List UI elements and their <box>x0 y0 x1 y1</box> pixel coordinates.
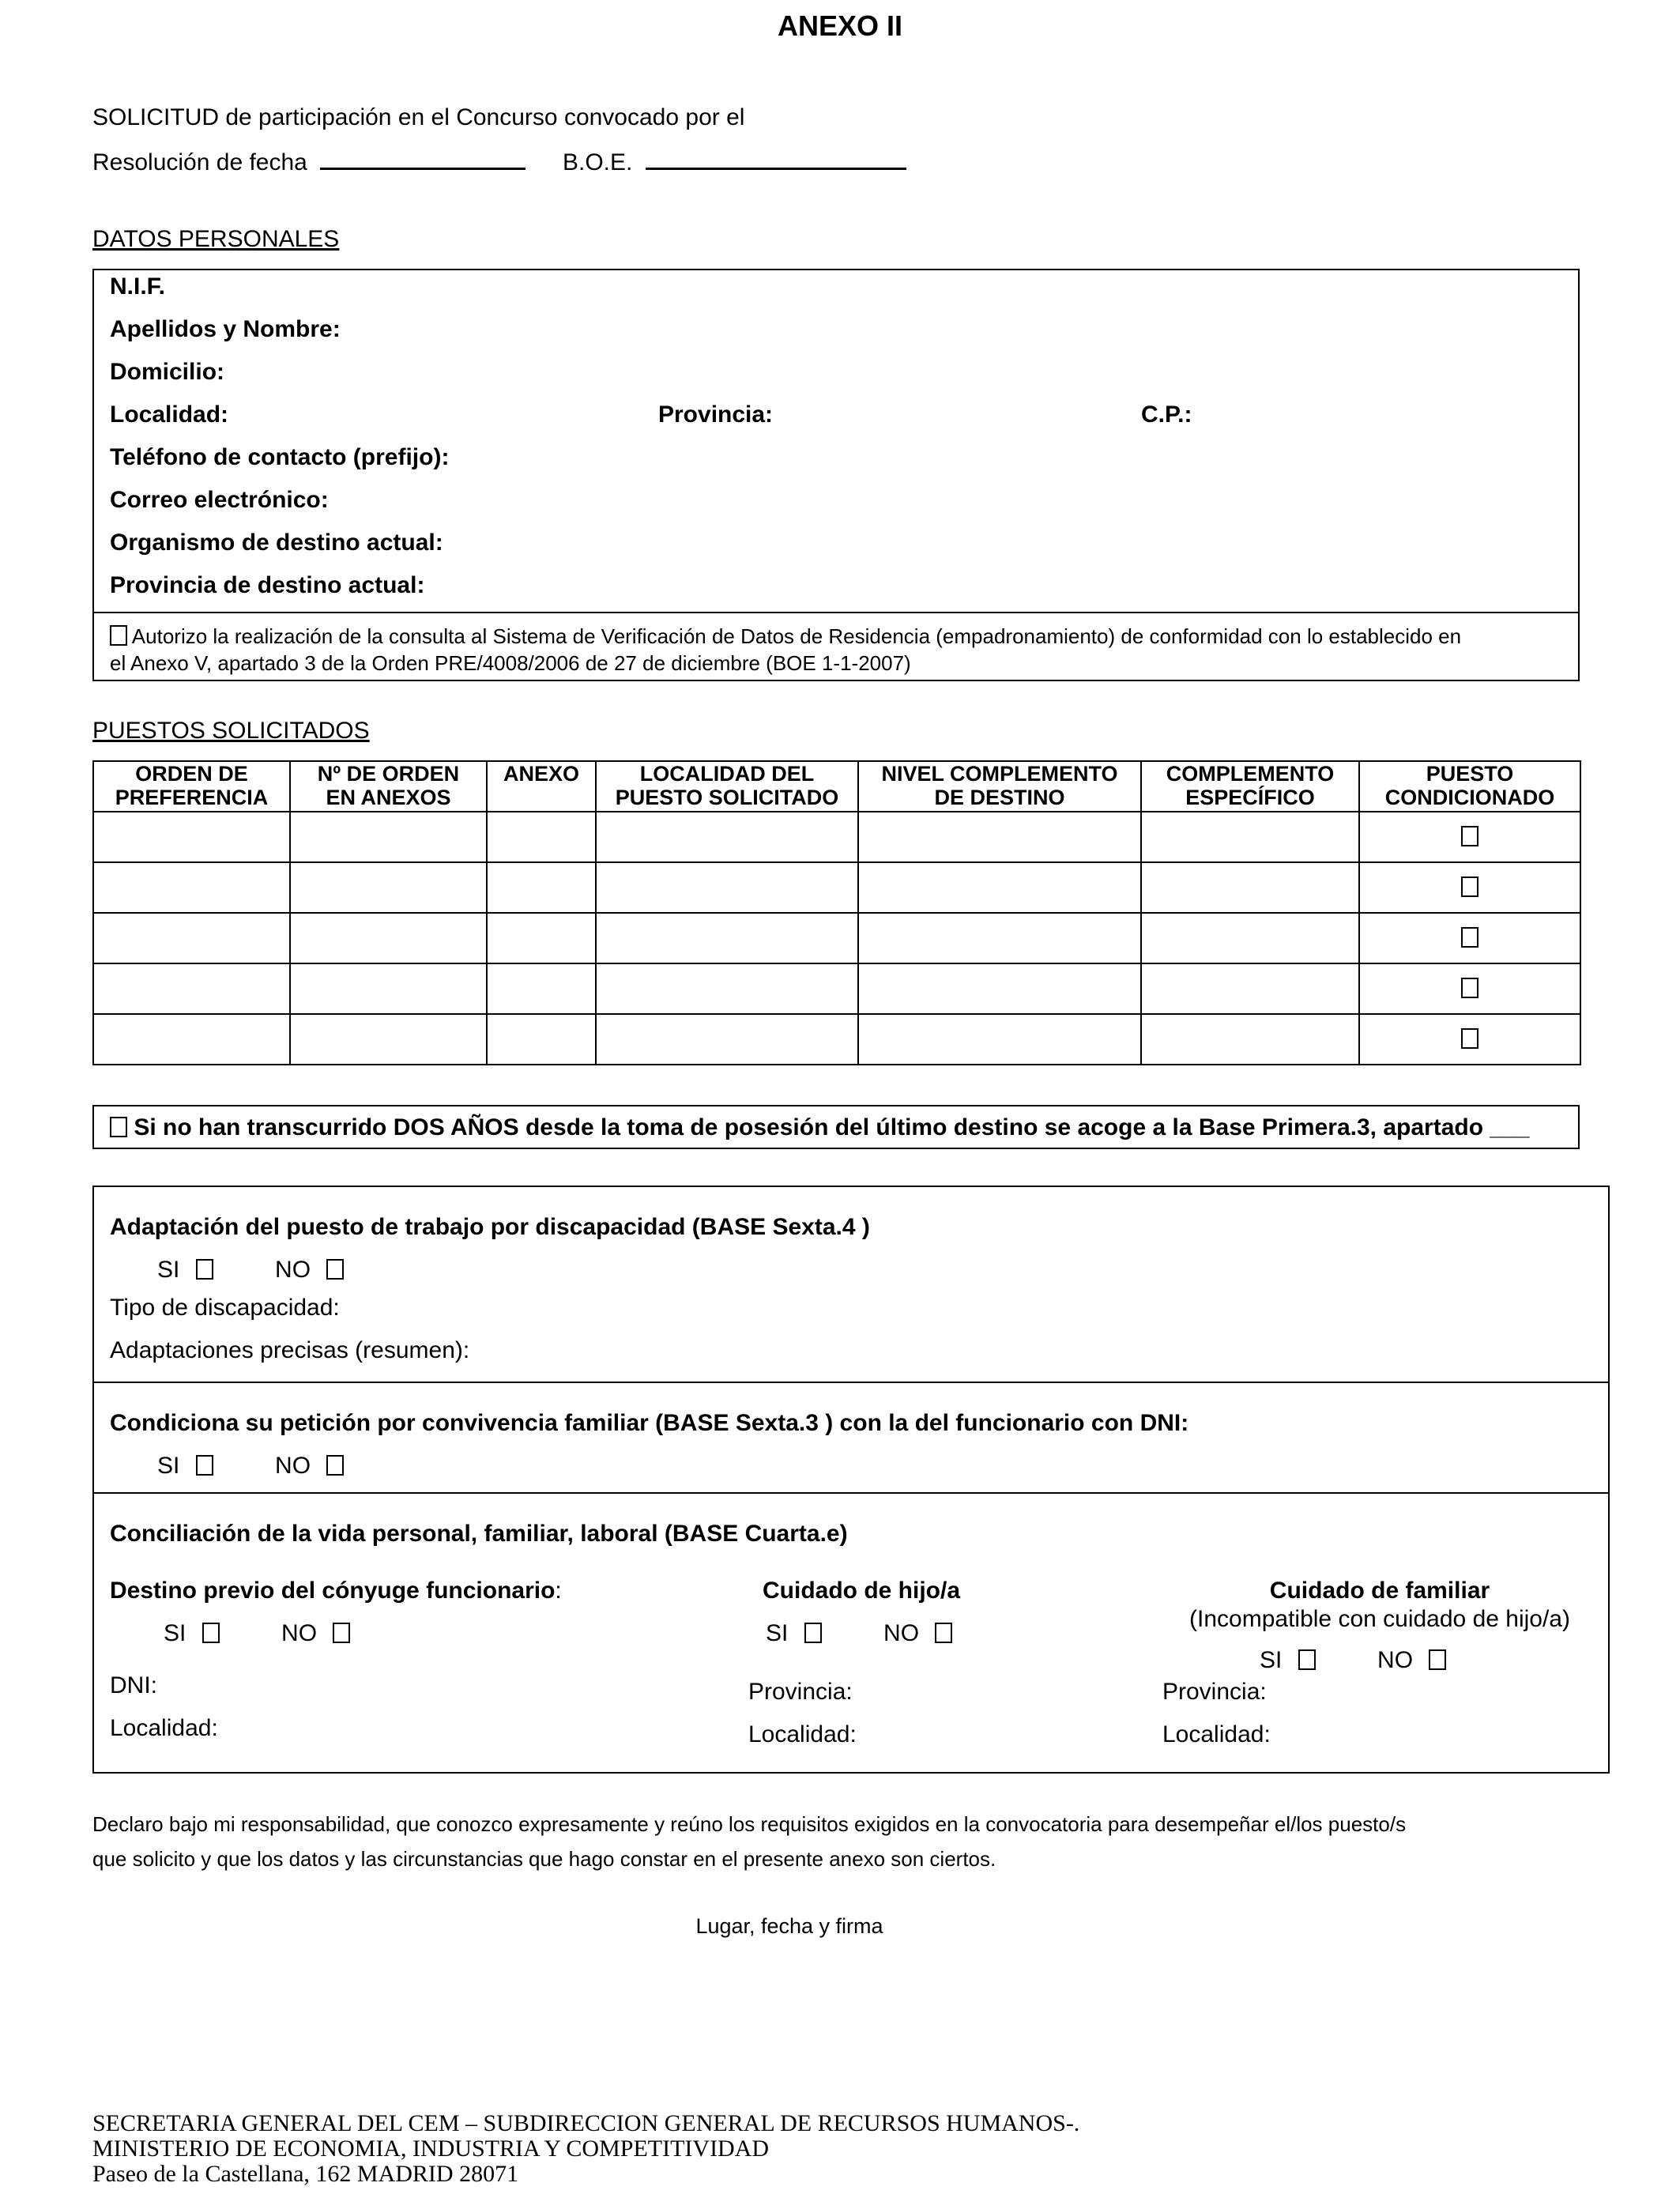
divider <box>94 612 1578 613</box>
condiciona-si-checkbox[interactable] <box>196 1455 213 1476</box>
footer-line3: Paseo de la Castellana, 162 MADRID 28071 <box>92 2161 519 2187</box>
col-orden-preferencia: ORDEN DE PREFERENCIA <box>93 761 290 812</box>
correo-label: Correo electrónico: <box>110 487 329 513</box>
col-anexo: ANEXO <box>487 761 596 812</box>
circunstancias-box <box>92 1186 1610 1774</box>
table-row <box>93 913 1580 963</box>
col-complemento-especifico: COMPLEMENTO ESPECÍFICO <box>1141 761 1359 812</box>
boe-label: B.O.E. <box>563 149 633 175</box>
cell-condicionado <box>1359 1014 1580 1065</box>
cell-numero[interactable] <box>290 913 487 963</box>
dos-anos-text: Si no han transcurrido DOS AÑOS desde la toma de posesión del último destino se acoge a la Base Primera.3, apartado ___ <box>110 1114 1529 1141</box>
apellidos-label: Apellidos y Nombre: <box>110 316 341 342</box>
cell-nivel[interactable] <box>858 913 1141 963</box>
cell-complemento[interactable] <box>1141 963 1359 1014</box>
puestos-table <box>92 760 1581 1065</box>
adaptacion-si-no: SI NO <box>157 1257 344 1284</box>
localidad-label: Localidad: <box>110 401 229 428</box>
cell-anexo[interactable] <box>487 1014 596 1065</box>
telefono-label: Teléfono de contacto (prefijo): <box>110 444 450 470</box>
familiar-localidad-label: Localidad: <box>1162 1721 1271 1747</box>
resolucion-label: Resolución de fecha <box>92 149 307 175</box>
cell-numero[interactable] <box>290 1014 487 1065</box>
table-row <box>93 963 1580 1014</box>
condiciona-si-no: SI NO <box>157 1453 344 1480</box>
col-numero-orden: Nº DE ORDEN EN ANEXOS <box>290 761 487 812</box>
cell-nivel[interactable] <box>858 963 1141 1014</box>
hijo-si-no: SI NO <box>766 1620 952 1647</box>
familiar-note: (Incompatible con cuidado de hijo/a) <box>1189 1606 1570 1632</box>
cell-anexo[interactable] <box>487 812 596 862</box>
conciliacion-title: Conciliación de la vida personal, familiar, laboral (BASE Cuarta.e) <box>110 1521 848 1547</box>
conyuge-title: Destino previo del cónyuge funcionario: <box>110 1578 562 1604</box>
boe-field[interactable] <box>646 147 906 170</box>
adaptacion-no-checkbox[interactable] <box>326 1259 344 1280</box>
cell-localidad[interactable] <box>596 963 858 1014</box>
cell-complemento[interactable] <box>1141 1014 1359 1065</box>
hijo-localidad-label: Localidad: <box>748 1721 857 1747</box>
conyuge-si-checkbox[interactable] <box>202 1623 220 1643</box>
autorizo-text <box>110 623 1572 677</box>
cell-numero[interactable] <box>290 862 487 913</box>
col-localidad: LOCALIDAD DEL PUESTO SOLICITADO <box>596 761 858 812</box>
autorizo-line1: Autorizo la realización de la consulta al Sistema de Verificación de Datos de Residencia (empadronamiento) de conformidad con lo establecido en <box>131 624 1462 648</box>
cell-condicionado <box>1359 812 1580 862</box>
cell-localidad[interactable] <box>596 812 858 862</box>
cell-localidad[interactable] <box>596 862 858 913</box>
table-row <box>93 862 1580 913</box>
cell-anexo[interactable] <box>487 913 596 963</box>
puestos-heading: PUESTOS SOLICITADOS <box>92 718 370 744</box>
solicitud-intro: SOLICITUD de participación en el Concurso convocado por el <box>92 104 745 130</box>
hijo-no-checkbox[interactable] <box>935 1623 952 1643</box>
cell-condicionado <box>1359 913 1580 963</box>
adaptacion-title: Adaptación del puesto de trabajo por discapacidad (BASE Sexta.4 ) <box>110 1214 870 1240</box>
datos-personales-box <box>92 269 1580 681</box>
cp-label: C.P.: <box>1141 401 1192 428</box>
cell-orden[interactable] <box>93 1014 290 1065</box>
dos-anos-checkbox[interactable] <box>110 1117 127 1137</box>
hijo-provincia-label: Provincia: <box>748 1679 853 1705</box>
boe-row <box>563 147 906 176</box>
resolucion-fecha-field[interactable] <box>320 147 525 170</box>
hijo-title: Cuidado de hijo/a <box>763 1578 961 1604</box>
condicionado-checkbox[interactable] <box>1461 876 1478 897</box>
familiar-title: Cuidado de familiar <box>1269 1578 1490 1604</box>
page-title: ANEXO II <box>777 9 903 42</box>
familiar-no-checkbox[interactable] <box>1429 1649 1446 1670</box>
cell-condicionado <box>1359 862 1580 913</box>
condiciona-no-checkbox[interactable] <box>326 1455 344 1476</box>
adaptaciones-label: Adaptaciones precisas (resumen): <box>110 1337 470 1363</box>
cell-complemento[interactable] <box>1141 812 1359 862</box>
autorizo-line2: el Anexo V, apartado 3 de la Orden PRE/4008/2006 de 27 de diciembre (BOE 1-1-2007) <box>110 651 911 675</box>
divider <box>94 1382 1608 1383</box>
cell-localidad[interactable] <box>596 913 858 963</box>
condicionado-checkbox[interactable] <box>1461 1028 1478 1049</box>
provincia-destino-label: Provincia de destino actual: <box>110 572 425 598</box>
datos-personales-heading: DATOS PERSONALES <box>92 226 340 252</box>
cell-numero[interactable] <box>290 963 487 1014</box>
nif-label: N.I.F. <box>110 273 166 300</box>
table-row <box>93 812 1580 862</box>
footer-line2: MINISTERIO DE ECONOMIA, INDUSTRIA Y COMPETITIVIDAD <box>92 2136 770 2162</box>
autorizo-checkbox[interactable] <box>110 625 127 646</box>
puestos-header-row <box>93 761 1580 812</box>
cell-nivel[interactable] <box>858 862 1141 913</box>
condiciona-title: Condiciona su petición por convivencia familiar (BASE Sexta.3 ) con la del funcionario con DNI: <box>110 1410 1189 1436</box>
cell-orden[interactable] <box>93 812 290 862</box>
cell-nivel[interactable] <box>858 1014 1141 1065</box>
hijo-si-checkbox[interactable] <box>804 1623 822 1643</box>
provincia-label: Provincia: <box>658 401 774 428</box>
dos-anos-box <box>92 1105 1580 1149</box>
cell-anexo[interactable] <box>487 963 596 1014</box>
table-row <box>93 1014 1580 1065</box>
domicilio-label: Domicilio: <box>110 359 225 385</box>
conyuge-no-checkbox[interactable] <box>333 1623 350 1643</box>
col-nivel-complemento: NIVEL COMPLEMENTO DE DESTINO <box>858 761 1141 812</box>
divider <box>94 1492 1608 1494</box>
cell-nivel[interactable] <box>858 812 1141 862</box>
condicionado-checkbox[interactable] <box>1461 826 1478 846</box>
condicionado-checkbox[interactable] <box>1461 927 1478 948</box>
declaracion: Declaro bajo mi responsabilidad, que conozco expresamente y reúno los requisitos exigidos en la convocatoria para desempeñar el/los puesto/s que solicito y que los datos y las circunstancias que hago constar en el presente anexo son ciertos. <box>92 1812 1407 1871</box>
lugar-fecha-firma: Lugar, fecha y firma <box>695 1914 883 1938</box>
cell-orden[interactable] <box>93 913 290 963</box>
conyuge-localidad-label: Localidad: <box>110 1715 218 1741</box>
cell-orden[interactable] <box>93 963 290 1014</box>
conyuge-si-no: SI NO <box>164 1620 350 1647</box>
cell-complemento[interactable] <box>1141 862 1359 913</box>
cell-orden[interactable] <box>93 862 290 913</box>
cell-condicionado <box>1359 963 1580 1014</box>
familiar-provincia-label: Provincia: <box>1162 1679 1267 1705</box>
col-puesto-condicionado: PUESTO CONDICIONADO <box>1359 761 1580 812</box>
cell-anexo[interactable] <box>487 862 596 913</box>
adaptacion-si-checkbox[interactable] <box>196 1259 213 1280</box>
cell-numero[interactable] <box>290 812 487 862</box>
familiar-si-no: SI NO <box>1260 1647 1446 1674</box>
resolucion-row <box>92 147 525 176</box>
cell-complemento[interactable] <box>1141 913 1359 963</box>
tipo-discapacidad-label: Tipo de discapacidad: <box>110 1295 340 1321</box>
organismo-label: Organismo de destino actual: <box>110 530 443 556</box>
cell-localidad[interactable] <box>596 1014 858 1065</box>
familiar-si-checkbox[interactable] <box>1298 1649 1316 1670</box>
footer-line1: SECRETARIA GENERAL DEL CEM – SUBDIRECCION GENERAL DE RECURSOS HUMANOS-. <box>92 2110 1080 2136</box>
condicionado-checkbox[interactable] <box>1461 978 1478 998</box>
conyuge-dni-label: DNI: <box>110 1672 157 1698</box>
